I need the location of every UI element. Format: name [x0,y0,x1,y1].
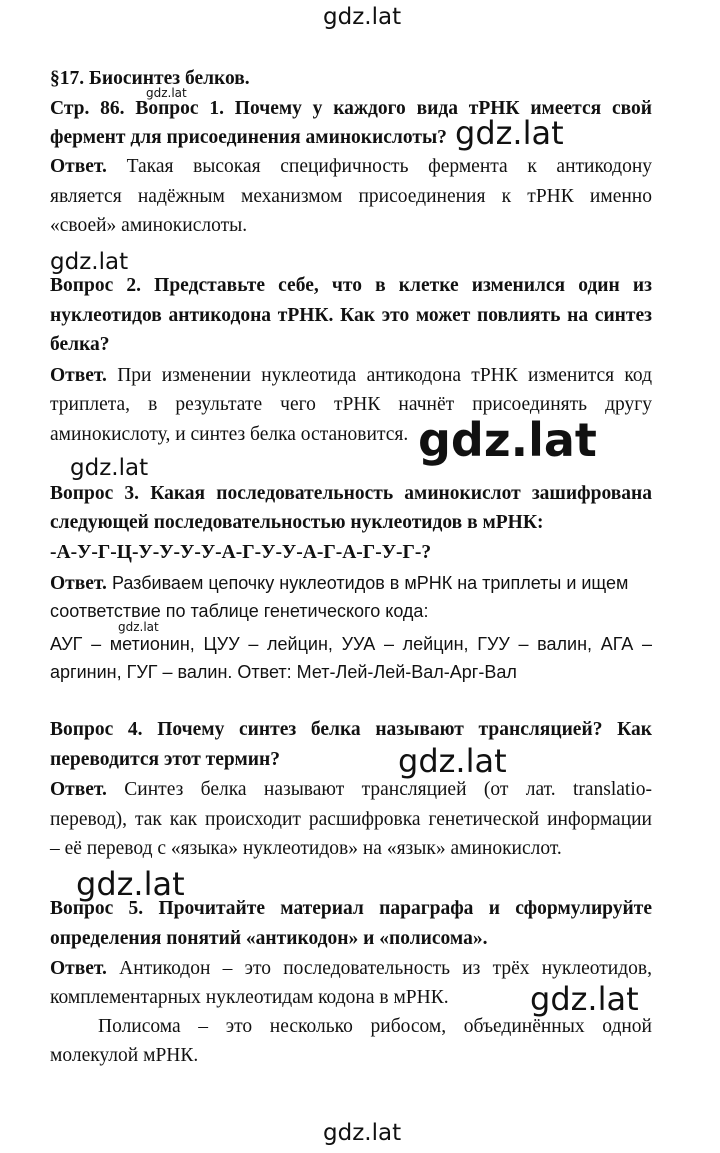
question-4-line-2: переводится этот термин? [50,749,280,770]
answer-5-line-1 [50,957,652,981]
answer-4-label: Ответ. [50,779,107,800]
question-3-sequence: -А-У-Г-Ц-У-У-У-У-А-Г-У-У-А-Г-А-Г-У-Г-? [50,542,432,563]
watermark-q5: gdz.lat [76,865,185,903]
watermark-tiny-1: gdz.lat [146,86,187,100]
answer-4-line-2: перевод), так как происходит расшифровка генетической информации [50,809,652,830]
answer-1-line-2: является надёжным механизмом присоединения к тРНК именно [50,186,652,207]
question-1-text-1: Почему у каждого вида тРНК имеется свой [234,98,653,119]
answer-5-line-3: Полисома – это несколько рибосом, объединённых одной [98,1016,652,1037]
question-1-label: Стр. 86. Вопрос 1. [50,98,224,119]
question-1-line-2: фермент для присоединения аминокислоты? [50,127,447,148]
answer-4-text-1: Синтез белка называют трансляцией (от лат. translatio- [124,779,652,800]
answer-5-line-2: комплементарных нуклеотидам кодона в мРНК. [50,987,449,1008]
answer-3-line-1 [50,571,652,596]
watermark-q5-answer: gdz.lat [530,980,639,1018]
watermark-q4: gdz.lat [398,742,507,780]
answer-3-line-2: соответствие по таблице генетического кода: [50,601,429,621]
answer-1-text-1: Такая высокая специфичность фермента к антикодону [126,156,653,177]
question-3-line-2: следующей последовательностью нуклеотидов в мРНК: [50,512,544,533]
question-2-line-1: Вопрос 2. Представьте себе, что в клетке изменился один из [50,275,652,296]
answer-3-label: Ответ. [50,573,107,594]
answer-3-line-4: аргинин, ГУГ – валин. Ответ: Мет-Лей-Лей-Вал-Арг-Вал [50,662,517,682]
answer-2-line-2: триплета, в результате чего тРНК начнёт присоединять другу [50,394,652,415]
question-3-line-1: Вопрос 3. Какая последовательность аминокислот зашифрована [50,483,652,504]
answer-1-line-3: «своей» аминокислоты. [50,215,248,236]
watermark-bottom: gdz.lat [323,1120,402,1146]
answer-3-line-3: АУГ – метионин, ЦУУ – лейцин, УУА – лейцин, ГУУ – валин, АГА – [50,634,652,654]
watermark-tiny-2: gdz.lat [118,620,159,634]
answer-3-text-1: Разбиваем цепочку нуклеотидов в мРНК на триплеты и ищем [111,573,629,593]
question-4-line-1: Вопрос 4. Почему синтез белка называют трансляцией? Как [50,719,652,740]
watermark-large: gdz.lat [418,413,597,467]
answer-4-line-1 [50,778,652,802]
question-2-line-2: нуклеотидов антикодона тРНК. Как это может повлиять на синтез [50,305,652,326]
question-5-line-2: определения понятий «антикодон» и «полисома». [50,928,488,949]
answer-4-line-3: – её перевод с «языка» нуклеотидов» на «язык» аминокислот. [50,838,562,859]
watermark-q2: gdz.lat [50,249,129,275]
watermark-q1: gdz.lat [455,114,564,152]
answer-5-text-1: Антикодон – это последовательность из трёх нуклеотидов, [119,958,652,979]
watermark-q3: gdz.lat [70,455,149,481]
section-heading: §17. Биосинтез белков. [50,68,250,89]
answer-2-line-3: аминокислоту, и синтез белка остановится. [50,424,409,445]
answer-2-text-1: При изменении нуклеотида антикодона тРНК изменится код [117,365,652,386]
answer-2-label: Ответ. [50,365,107,386]
question-2-line-3: белка? [50,334,110,355]
answer-1-line-1 [50,155,652,179]
answer-5-line-4: молекулой мРНК. [50,1045,199,1066]
watermark-top: gdz.lat [323,4,402,30]
answer-5-label: Ответ. [50,958,107,979]
answer-1-label: Ответ. [50,156,107,177]
question-5-line-1: Вопрос 5. Прочитайте материал параграфа и сформулируйте [50,898,652,919]
answer-2-line-1 [50,364,652,388]
